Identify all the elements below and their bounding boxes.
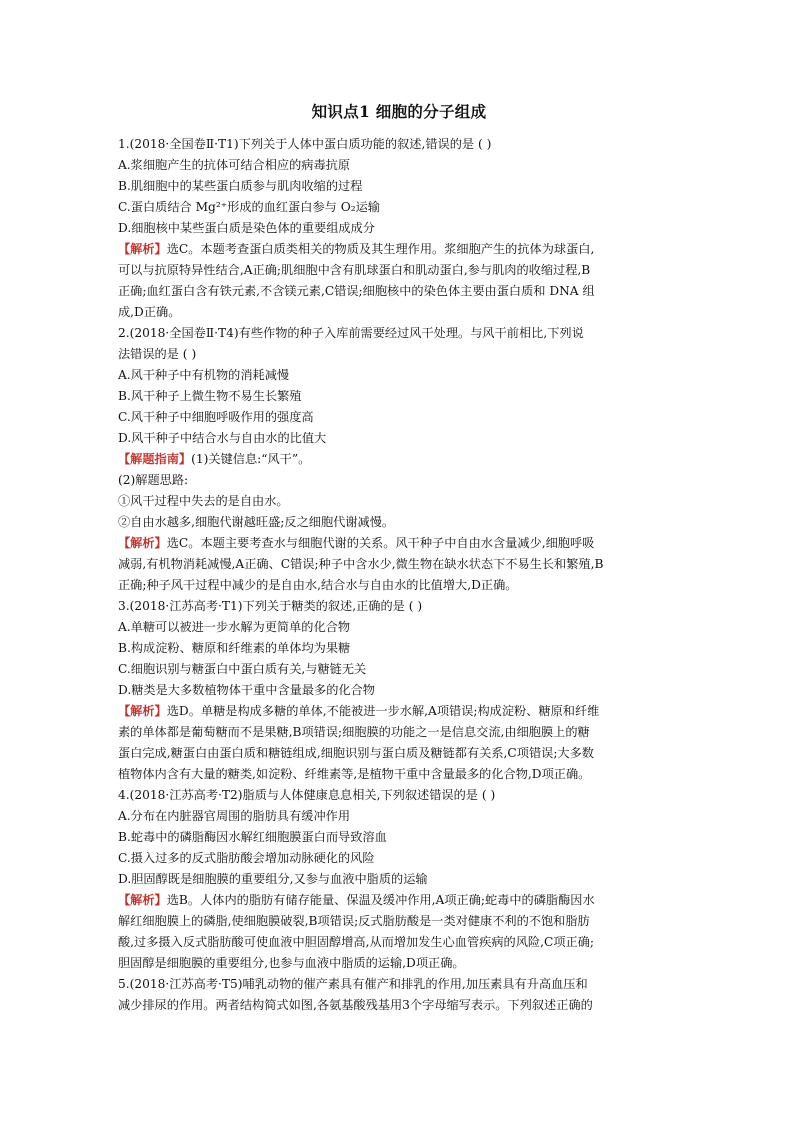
text-line	[118, 659, 680, 680]
text-line	[118, 302, 680, 323]
text-line	[118, 932, 680, 953]
text-line	[118, 176, 680, 197]
line-text: D.糖类是大多数植物体干重中含量最多的化合物	[118, 683, 375, 697]
answer-line	[118, 239, 680, 260]
document-page	[118, 100, 680, 1016]
line-text: A.分布在内脏器官周围的脂肪具有缓冲作用	[118, 809, 351, 823]
line-text: 可以与抗原特异性结合,A正确;肌细胞中含有肌球蛋白和肌动蛋白,参与肌肉的收缩过程,B	[118, 263, 591, 277]
text-line	[118, 722, 680, 743]
line-text: 1.(2018·全国卷Ⅱ·T1)下列关于人体中蛋白质功能的叙述,错误的是 ( )	[118, 137, 492, 151]
text-line	[118, 911, 680, 932]
line-text: C.风干种子中细胞呼吸作用的强度高	[118, 410, 314, 424]
line-text: 植物体内含有大量的糖类,如淀粉、纤维素等,是植物干重中含量最多的化合物,D项正确。	[118, 767, 591, 781]
section-tag: 【解析】	[118, 893, 167, 907]
text-line	[118, 785, 680, 806]
text-line	[118, 512, 680, 533]
page-title: 知识点1 细胞的分子组成	[311, 102, 487, 121]
answer-line	[118, 533, 680, 554]
line-text: A.风干种子中有机物的消耗减慢	[118, 368, 290, 382]
line-text: C.蛋白质结合 Mg²⁺形成的血红蛋白参与 O₂运输	[118, 200, 380, 214]
line-text: 2.(2018·全国卷Ⅱ·T4)有些作物的种子入库前需要经过风干处理。与风干前相比,下列说	[118, 326, 584, 340]
text-line	[118, 365, 680, 386]
answer-line	[118, 449, 680, 470]
text-line	[118, 869, 680, 890]
line-text: 减少排尿的作用。两者结构简式如图,各氨基酸残基用3个字母缩写表示。下列叙述正确的	[118, 998, 593, 1012]
line-text: (1)关键信息:“风干”。	[191, 452, 311, 466]
text-line	[118, 386, 680, 407]
line-text: D.细胞核中某些蛋白质是染色体的重要组成成分	[118, 221, 375, 235]
text-line	[118, 155, 680, 176]
text-line	[118, 806, 680, 827]
text-line	[118, 134, 680, 155]
line-text: A.浆细胞产生的抗体可结合相应的病毒抗原	[118, 158, 351, 172]
section-tag: 【解析】	[118, 704, 167, 718]
text-line	[118, 596, 680, 617]
line-text: 成,D正确。	[118, 305, 181, 319]
line-text: 正确;血红蛋白含有铁元素,不含镁元素,C错误;细胞核中的染色体主要由蛋白质和 DNA 组	[118, 284, 595, 298]
line-text: A.单糖可以被进一步水解为更简单的化合物	[118, 620, 351, 634]
text-line	[118, 680, 680, 701]
line-text: 胆固醇是细胞膜的重要组分,也参与血液中脂质的运输,D项正确。	[118, 956, 465, 970]
section-tag: 【解析】	[118, 242, 167, 256]
line-text: 酸,过多摄入反式脂肪酸可使血液中胆固醇增高,从而增加发生心血管疾病的风险,C项正确;	[118, 935, 594, 949]
section-tag: 【解析】	[118, 536, 167, 550]
line-text: C.摄入过多的反式脂肪酸会增加动脉硬化的风险	[118, 851, 375, 865]
section-tag: 【解题指南】	[118, 452, 192, 466]
line-text: 减弱,有机物消耗减慢,A正确、C错误;种子中含水少,微生物在缺水状态下不易生长和繁殖,B	[118, 557, 604, 571]
text-line	[118, 554, 680, 575]
line-text: B.肌细胞中的某些蛋白质参与肌肉收缩的过程	[118, 179, 363, 193]
text-line	[118, 344, 680, 365]
text-line	[118, 617, 680, 638]
text-line	[118, 764, 680, 785]
line-text: 4.(2018·江苏高考·T2)脂质与人体健康息息相关,下列叙述错误的是 ( )	[118, 788, 496, 802]
text-line	[118, 995, 680, 1016]
line-text: D.风干种子中结合水与自由水的比值大	[118, 431, 327, 445]
line-text: 法错误的是 ( )	[118, 347, 197, 361]
line-text: 3.(2018·江苏高考·T1)下列关于糖类的叙述,正确的是 ( )	[118, 599, 423, 613]
line-text: 5.(2018·江苏高考·T5)哺乳动物的催产素具有催产和排乳的作用,加压素具有升高血压和	[118, 977, 588, 991]
text-line	[118, 323, 680, 344]
text-line	[118, 638, 680, 659]
line-text: 选C。本题主要考查水与细胞代谢的关系。风干种子中自由水含量减少,细胞呼吸	[166, 536, 595, 550]
text-line	[118, 260, 680, 281]
line-text: C.细胞识别与糖蛋白中蛋白质有关,与糖链无关	[118, 662, 367, 676]
text-line	[118, 197, 680, 218]
text-line	[118, 743, 680, 764]
line-text: ①风干过程中失去的是自由水。	[118, 494, 289, 508]
answer-line	[118, 701, 680, 722]
line-text: 蛋白完成,糖蛋白由蛋白质和糖链组成,细胞识别与蛋白质及糖链都有关系,C项错误;大多数	[118, 746, 594, 760]
text-line	[118, 281, 680, 302]
text-line	[118, 491, 680, 512]
text-line	[118, 218, 680, 239]
text-line	[118, 428, 680, 449]
line-text: 选B。人体内的脂肪有储存能量、保温及缓冲作用,A项正确;蛇毒中的磷脂酶因水	[166, 893, 595, 907]
line-text: 解红细胞膜上的磷脂,使细胞膜破裂,B项错误;反式脂肪酸是一类对健康不利的不饱和脂肪	[118, 914, 590, 928]
text-line	[118, 848, 680, 869]
text-line	[118, 575, 680, 596]
line-text: B.构成淀粉、糖原和纤维素的单体均为果糖	[118, 641, 351, 655]
line-text: B.蛇毒中的磷脂酶因水解红细胞膜蛋白而导致溶血	[118, 830, 387, 844]
line-text: 选D。单糖是构成多糖的单体,不能被进一步水解,A项错误;构成淀粉、糖原和纤维	[166, 704, 600, 718]
text-line	[118, 974, 680, 995]
line-text: 正确;种子风干过程中减少的是自由水,结合水与自由水的比值增大,D正确。	[118, 578, 518, 592]
line-text: (2)解题思路:	[118, 473, 189, 487]
line-text: 选C。本题考查蛋白质类相关的物质及其生理作用。浆细胞产生的抗体为球蛋白,	[166, 242, 595, 256]
text-line	[118, 470, 680, 491]
document-body	[118, 134, 680, 1016]
answer-line	[118, 890, 680, 911]
text-line	[118, 953, 680, 974]
text-line	[118, 407, 680, 428]
line-text: D.胆固醇既是细胞膜的重要组分,又参与血液中脂质的运输	[118, 872, 428, 886]
line-text: B.风干种子上微生物不易生长繁殖	[118, 389, 302, 403]
line-text: 素的单体都是葡萄糖而不是果糖,B项错误;细胞膜的功能之一是信息交流,由细胞膜上的糖	[118, 725, 590, 739]
text-line	[118, 827, 680, 848]
line-text: ②自由水越多,细胞代谢越旺盛;反之细胞代谢减慢。	[118, 515, 395, 529]
